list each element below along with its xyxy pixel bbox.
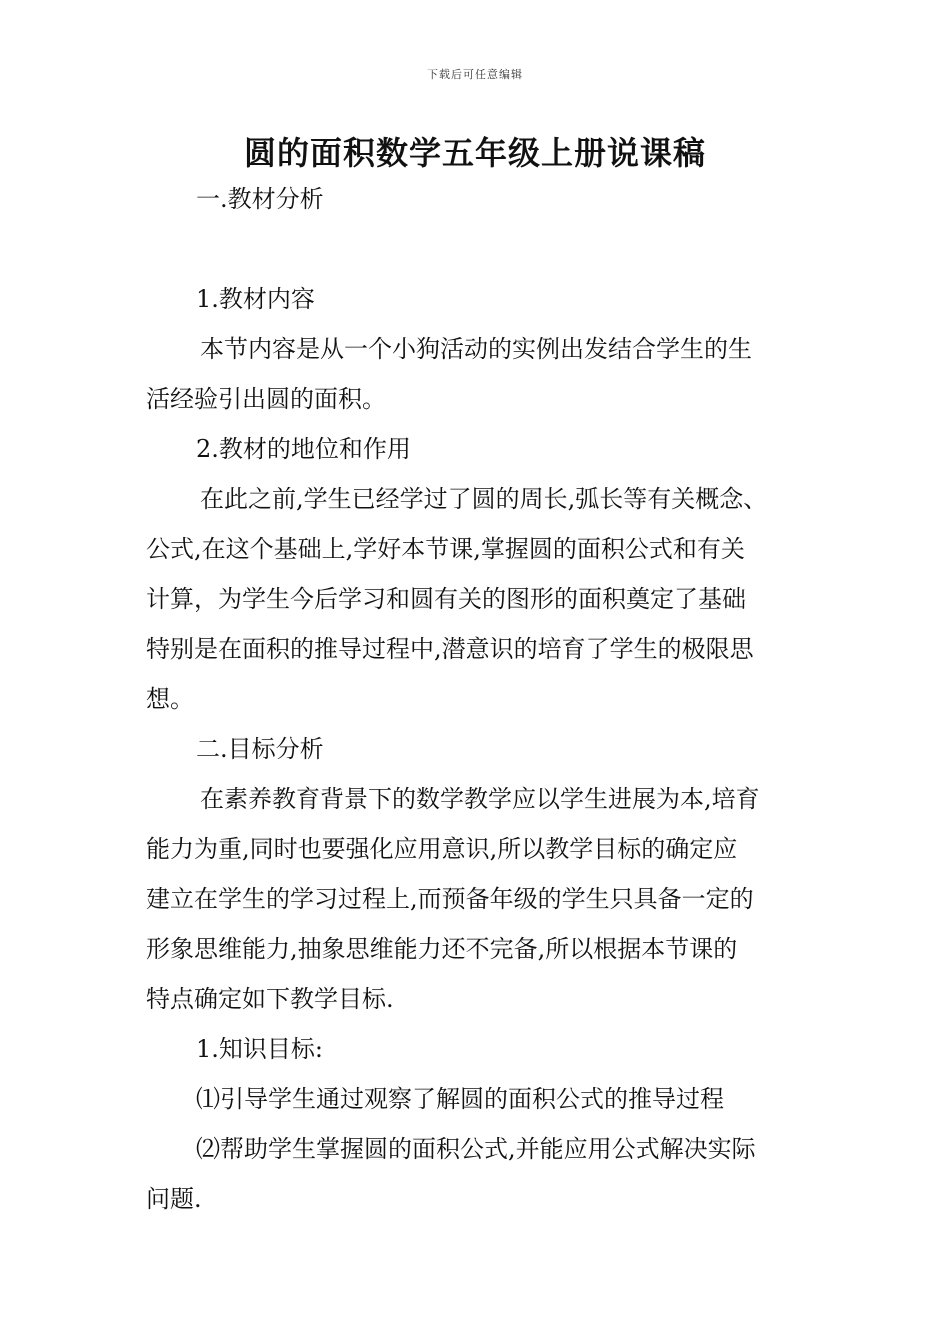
header-note: 下载后可任意编辑 (427, 68, 523, 81)
list-item: ⑴引导学生通过观察了解圆的面积公式的推导过程 (196, 1085, 724, 1113)
section-heading-materials: 一.教材分析 (196, 185, 324, 213)
paragraph-line: 公式,在这个基础上,学好本节课,掌握圆的面积公式和有关 (146, 535, 745, 563)
subheading-content: 1.教材内容 (196, 285, 315, 313)
paragraph-line: 能力为重,同时也要强化应用意识,所以教学目标的确定应 (146, 835, 738, 863)
paragraph-line: 建立在学生的学习过程上,而预备年级的学生只具备一定的 (146, 885, 754, 913)
list-item: ⑵帮助学生掌握圆的面积公式,并能应用公式解决实际 (196, 1135, 756, 1163)
paragraph-line: 在此之前,学生已经学过了圆的周长,弧长等有关概念、 (200, 485, 768, 513)
paragraph-line: 本节内容是从一个小狗活动的实例出发结合学生的生 (200, 335, 752, 363)
paragraph-line: 想。 (146, 685, 194, 713)
paragraph-line: 形象思维能力,抽象思维能力还不完备,所以根据本节课的 (146, 935, 738, 963)
paragraph-line: 活经验引出圆的面积。 (146, 385, 386, 413)
subheading-role: 2.教材的地位和作用 (196, 435, 411, 463)
document-title: 圆的面积数学五年级上册说课稿 (243, 134, 706, 172)
subheading-knowledge: 1.知识目标: (196, 1035, 323, 1063)
paragraph-line: 问题. (146, 1185, 202, 1213)
paragraph-line: 特点确定如下教学目标. (146, 985, 394, 1013)
paragraph-line: 特别是在面积的推导过程中,潜意识的培育了学生的极限思 (146, 635, 754, 663)
paragraph-line: 在素养教育背景下的数学教学应以学生进展为本,培育 (200, 785, 760, 813)
paragraph-line: 计算，为学生今后学习和圆有关的图形的面积奠定了基础 (146, 585, 746, 613)
section-heading-goals: 二.目标分析 (196, 735, 324, 763)
